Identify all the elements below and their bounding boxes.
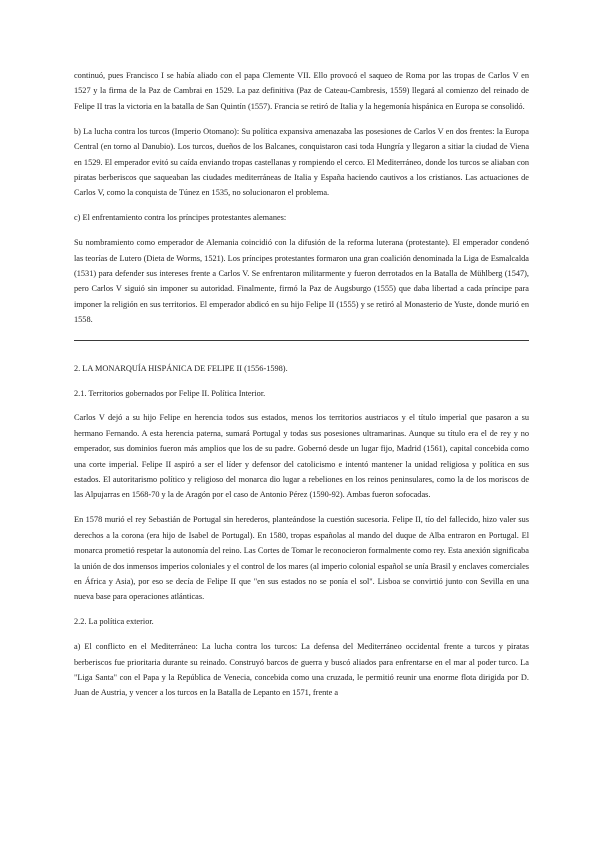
paragraph-portugal: En 1578 murió el rey Sebastián de Portugal sin herederos, planteándose la cuestión sucesoria. Felipe II, tío del fallecido, hizo valer sus derechos a la corona (era hijo de Isabel de Portugal). En 1580, tropas españolas al mando del duque de Alba entraron en Portugal. El monarca prometió respetar la autonomía del reino. Las Cortes de Tomar le reconocieron formalmente como rey. Esta anexión significaba la unión de dos inmensos imperios coloniales y el control de los mares (al imperio colonial español se unía Brasil y enclaves comerciales en África y Asia), por eso se decía de Felipe II que "en sus estados no se ponía el sol". Lisboa se convirtió junto con Sevilla en una nueva base para operaciones atlánticas. <box>74 515 529 602</box>
paragraph-mediterranean: a) El conflicto en el Mediterráneo: La lucha contra los turcos: La defensa del Mediterráneo occidental frente a turcos y piratas berberiscos fue prioritaria durante su reinado. Construyó barcos de guerra y buscó aliados para enfrentarse en el mar al poder turco. La "Liga Santa" con el Papa y la República de Venecia, concebida como una cruzada, le permitió reunir una enorme flota dirigida por D. Juan de Austria, y vencer a los turcos en la Batalla de Lepanto en 1571, frente a <box>74 642 529 698</box>
document-body <box>74 68 529 710</box>
subheading-territories: 2.1. Territorios gobernados por Felipe II. Política Interior. <box>74 388 266 398</box>
section-divider <box>74 340 529 341</box>
paragraph-italian-wars-end: continuó, pues Francisco I se había aliado con el papa Clemente VII. Ello provocó el saqueo de Roma por las tropas de Carlos V en 1527 y la firma de la Paz de Cambrai en 1529. La paz definitiva (Paz de Cateau-Cambresis, 1559) llegará al comienzo del reinado de Felipe II tras la victoria en la batalla de San Quintín (1557). Francia se retiró de Italia y la hegemonía hispánica en Europa se consolidó. <box>74 71 529 111</box>
paragraph-turks-carlos: b) La lucha contra los turcos (Imperio Otomano): Su política expansiva amenazaba las posesiones de Carlos V en dos frentes: la Europa Central (en torno al Danubio). Los turcos, dueños de los Balcanes, conquistaron casi toda Hungría y llegaron a sitiar la ciudad de Viena en 1529. El emperador evitó su caída enviando tropas castellanas y rompiendo el cerco. El Mediterráneo, donde los turcos se aliaban con piratas berberiscos que saqueaban las ciudades mediterráneas de Italia y España haciendo cautivos a los cristianos. Las actuaciones de Carlos V, como la conquista de Túnez en 1535, no solucionaron el problema. <box>74 126 529 198</box>
paragraph-protestant-heading: c) El enfrentamiento contra los príncipes protestantes alemanes: <box>74 213 287 223</box>
subheading-foreign-policy: 2.2. La política exterior. <box>74 617 154 627</box>
section-heading: 2. LA MONARQUÍA HISPÁNICA DE FELIPE II (1556-1598). <box>74 363 288 373</box>
paragraph-inheritance: Carlos V dejó a su hijo Felipe en herencia todos sus estados, menos los territorios austriacos y el título imperial que pasaron a su hermano Fernando. A esta herencia paterna, sumará Portugal y todas sus posesiones ultramarinas. Aunque su título era el de rey y no emperador, sus dominios fueron más amplios que los de su padre. Gobernó desde un lugar fijo, Madrid (1561), capital concebida como una corte imperial. Felipe II aspiró a ser el líder y defensor del catolicismo e intentó mantener la unidad religiosa y política en sus estados. El autoritarismo político y religioso del monarca dio lugar a rebeliones en los reinos peninsulares, como la de los moriscos de las Alpujarras en 1568-70 y la de Aragón por el caso de Antonio Pérez (1590-92). Ambas fueron sofocadas. <box>74 413 529 500</box>
paragraph-protestant-princes: Su nombramiento como emperador de Alemania coincidió con la difusión de la reforma luterana (protestante). El emperador condenó las teorías de Lutero (Dieta de Worms, 1521). Los príncipes protestantes formaron una gran coalición denominada la Liga de Esmalcalda (1531) para defender sus intereses frente a Carlos V. Se enfrentaron militarmente y fueron derrotados en la Batalla de Mühlberg (1547), pero Carlos V siguió sin imponer su autoridad. Finalmente, firmó la Paz de Augsburgo (1555) que daba libertad a cada príncipe para imponer la religión en sus territorios. El emperador abdicó en su hijo Felipe II (1555) y se retiró al Monasterio de Yuste, donde murió en 1558. <box>74 238 529 325</box>
